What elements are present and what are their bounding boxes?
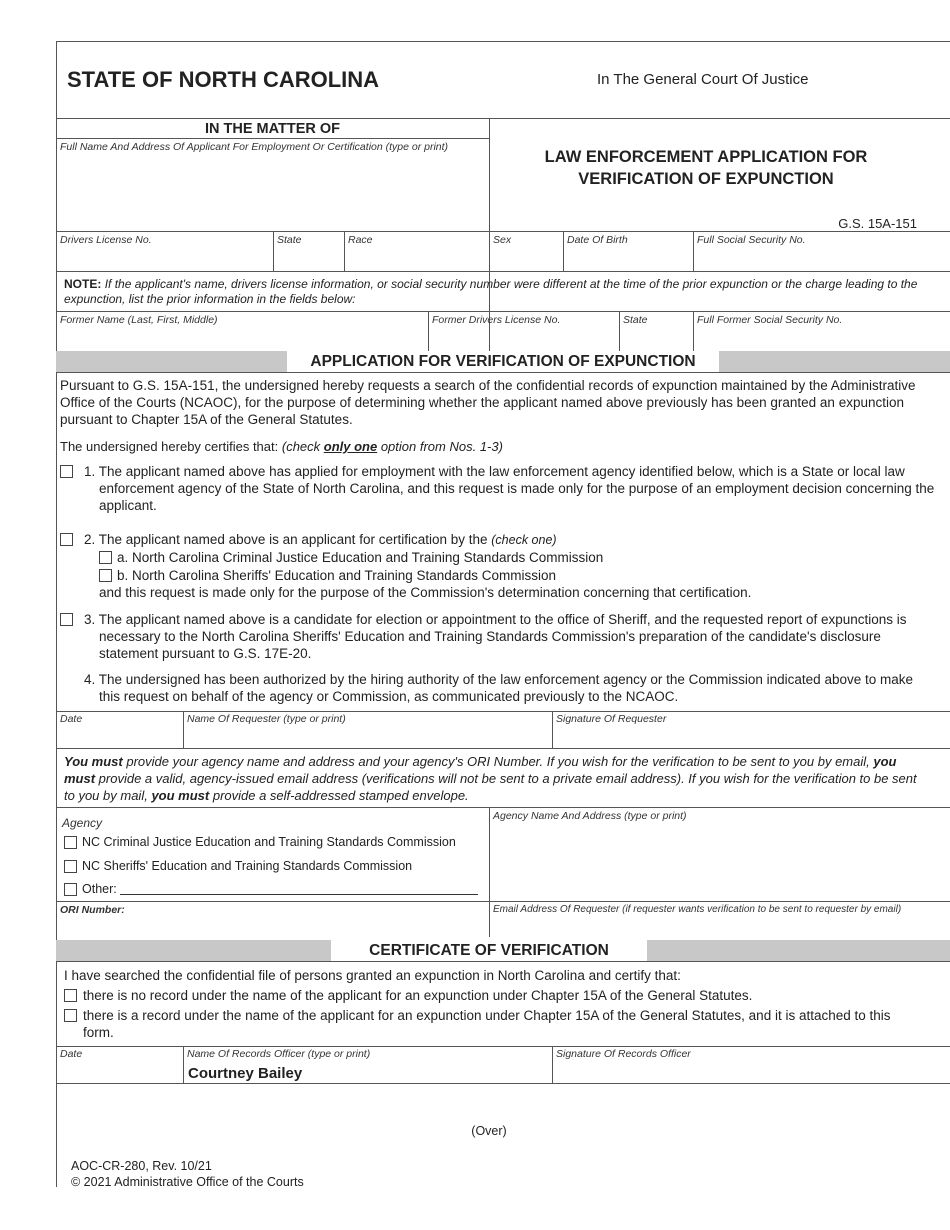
instructions-part-2: provide a valid, agency-issued email address (verifications will not be sent to a private email address). If you wish for the verification to be sent to you by mail, [64, 771, 917, 803]
option2-body: 2. The applicant named above is an applicant for certification by the [84, 532, 492, 547]
former-state-label: State [623, 314, 648, 326]
state-label: State [277, 234, 302, 246]
application-intro: Pursuant to G.S. 15A-151, the undersigned hereby requests a search of the confidential records of expunction maintained by the Administrative Office of the Courts (NCAOC), for the purpose of determining whether the applicant named above previously has been granted an expunction pursuant to Chapter 15A of the General Statutes. [60, 378, 916, 427]
matter-title: IN THE MATTER OF [204, 121, 341, 137]
option2b-checkbox[interactable] [99, 569, 112, 582]
applicant-name-label: Full Name And Address Of Applicant For Employment Or Certification (type or print) [60, 141, 449, 153]
dob-field[interactable] [564, 248, 692, 270]
option2a-text: a. North Carolina Criminal Justice Education and Training Standards Commission [117, 550, 604, 565]
requester-signature-label: Signature Of Requester [556, 713, 667, 725]
divider [56, 271, 950, 272]
option2-hint: (check one) [491, 533, 557, 547]
certificate-section-title: CERTIFICATE OF VERIFICATION [331, 940, 647, 961]
agency-other-checkbox[interactable] [64, 883, 77, 896]
former-ssn-label: Full Former Social Security No. [697, 314, 843, 326]
divider [56, 372, 950, 373]
divider [56, 231, 950, 232]
former-name-label: Former Name (Last, First, Middle) [60, 314, 218, 326]
divider [56, 311, 950, 312]
option2-checkbox[interactable] [60, 533, 73, 546]
note-label: NOTE: [64, 277, 102, 291]
option3-checkbox[interactable] [60, 613, 73, 626]
page-top-border [56, 41, 950, 42]
drivers-license-label: Drivers License No. [60, 234, 152, 246]
form-title-line1: LAW ENFORCEMENT APPLICATION FOR [544, 148, 868, 166]
agency-opt1-checkbox[interactable] [64, 836, 77, 849]
officer-date-field[interactable] [57, 1062, 182, 1082]
divider [56, 961, 950, 962]
certificate-record-checkbox[interactable] [64, 1009, 77, 1022]
certifies-line [60, 438, 920, 455]
divider [56, 1046, 950, 1047]
divider [183, 1046, 184, 1083]
certificate-record-text: there is a record under the name of the applicant for an expunction under Chapter 15A of the General Statutes, and it is attached to this form. [83, 1008, 891, 1040]
certifies-hint-post: option from Nos. 1-3) [377, 439, 503, 454]
state-title: STATE OF NORTH CAROLINA [67, 67, 380, 92]
instructions-emph-3: you must [151, 788, 210, 803]
former-state-field[interactable] [620, 328, 692, 350]
option2-tail: and this request is made only for the purpose of the Commission's determination concerning that certification. [99, 585, 752, 600]
state-field[interactable] [274, 248, 343, 270]
instructions-emph-2: you must [64, 754, 897, 786]
agency-opt2-text: NC Sheriffs' Education and Training Standards Commission [82, 859, 413, 873]
court-title: In The General Court Of Justice [597, 71, 809, 88]
option2b-text: b. North Carolina Sheriffs' Education and Training Standards Commission [117, 568, 557, 583]
option2-text [84, 531, 920, 549]
officer-name-value[interactable]: Courtney Bailey [188, 1065, 303, 1082]
option3-text: 3. The applicant named above is a candidate for election or appointment to the office of Sheriff, and the requested report of expunctions is necessary to the North Carolina Sheriffs' Education and Training Standards Commission's preparation of the candidate's disclosure statement pursuant to G.S. 17E-20. [84, 612, 907, 661]
certificate-no-record-text: there is no record under the name of the applicant for an expunction under Chapter 15A of the General Statutes. [83, 988, 753, 1003]
divider [56, 138, 489, 139]
ssn-label: Full Social Security No. [697, 234, 806, 246]
certificate-no-record-checkbox[interactable] [64, 989, 77, 1002]
former-ssn-field[interactable] [694, 328, 949, 350]
agency-address-label: Agency Name And Address (type or print) [493, 810, 687, 822]
applicant-name-field[interactable] [57, 156, 488, 230]
ori-label: ORI Number: [60, 904, 125, 916]
divider [56, 118, 950, 119]
divider [56, 807, 950, 808]
certificate-intro: I have searched the confidential file of persons granted an expunction in North Carolina and certify that: [64, 968, 681, 983]
certifies-hint-pre: (check [281, 439, 324, 454]
statute-ref: G.S. 15A-151 [838, 216, 917, 231]
divider [56, 1083, 950, 1084]
application-section-title: APPLICATION FOR VERIFICATION OF EXPUNCTION [287, 351, 719, 372]
officer-signature-label: Signature Of Records Officer [556, 1048, 691, 1060]
race-label: Race [348, 234, 373, 246]
sex-field[interactable] [490, 248, 562, 270]
option4-text: 4. The undersigned has been authorized by the hiring authority of the law enforcement agency or the Commission indicated above to make this request on behalf of the agency or Commission, as communicated previously to the NCAOC. [84, 672, 913, 704]
email-field[interactable] [490, 918, 949, 936]
option1-checkbox[interactable] [60, 465, 73, 478]
officer-name-label: Name Of Records Officer (type or print) [187, 1048, 371, 1060]
agency-opt1-text: NC Criminal Justice Education and Training Standards Commission [82, 835, 456, 849]
agency-opt2-checkbox[interactable] [64, 860, 77, 873]
instructions-text [64, 753, 922, 804]
email-label: Email Address Of Requester (if requester wants verification to be sent to requester by email) [493, 904, 902, 915]
former-name-field[interactable] [57, 328, 427, 350]
instructions-part-3: provide a self-addressed stamped envelope. [209, 788, 469, 803]
copyright: © 2021 Administrative Office of the Courts [71, 1175, 304, 1189]
instructions-emph-1: You must [64, 754, 123, 769]
requester-signature-field[interactable] [553, 727, 949, 747]
requester-name-field[interactable] [184, 727, 551, 747]
certifies-hint [282, 439, 503, 454]
requester-date-label: Date [60, 713, 83, 725]
note-body: If the applicant's name, drivers license information, or social security number were different at the time of the prior expunction or the charge leading to the expunction, list the prior information in the fields below: [64, 277, 918, 306]
instructions-part-1: provide your agency name and address and your agency's ORI Number. If you wish for the verification to be sent to you by email, [122, 754, 874, 769]
former-license-label: Former Drivers License No. [432, 314, 561, 326]
agency-other-field[interactable] [120, 880, 478, 895]
option1-text: 1. The applicant named above has applied for employment with the law enforcement agency identified below, which is a State or local law enforcement agency of the State of North Carolina, and this request is made only for the purpose of an employment decision concerning the applicant. [84, 464, 935, 513]
dob-label: Date Of Birth [567, 234, 628, 246]
ori-field[interactable] [57, 918, 488, 936]
form-title-line2: VERIFICATION OF EXPUNCTION [578, 170, 834, 188]
sex-label: Sex [493, 234, 512, 246]
requester-date-field[interactable] [57, 727, 182, 747]
ssn-field[interactable] [694, 248, 949, 270]
certifies-prefix: The undersigned hereby certifies that: [60, 439, 282, 454]
drivers-license-field[interactable] [57, 248, 272, 270]
requester-name-label: Name Of Requester (type or print) [187, 713, 346, 725]
officer-signature-field[interactable] [553, 1062, 949, 1082]
certifies-hint-emph: only one [323, 439, 378, 454]
race-field[interactable] [345, 248, 488, 270]
over-marker: (Over) [471, 1124, 507, 1138]
note-text [64, 277, 918, 307]
officer-date-label: Date [60, 1048, 83, 1060]
agency-other-label: Other: [82, 882, 117, 896]
divider [56, 901, 950, 902]
agency-address-field[interactable] [490, 824, 949, 900]
agency-label: Agency [62, 816, 103, 830]
option2a-checkbox[interactable] [99, 551, 112, 564]
divider [56, 711, 950, 712]
former-license-field[interactable] [429, 328, 618, 350]
form-id: AOC-CR-280, Rev. 10/21 [71, 1159, 212, 1173]
divider [56, 748, 950, 749]
